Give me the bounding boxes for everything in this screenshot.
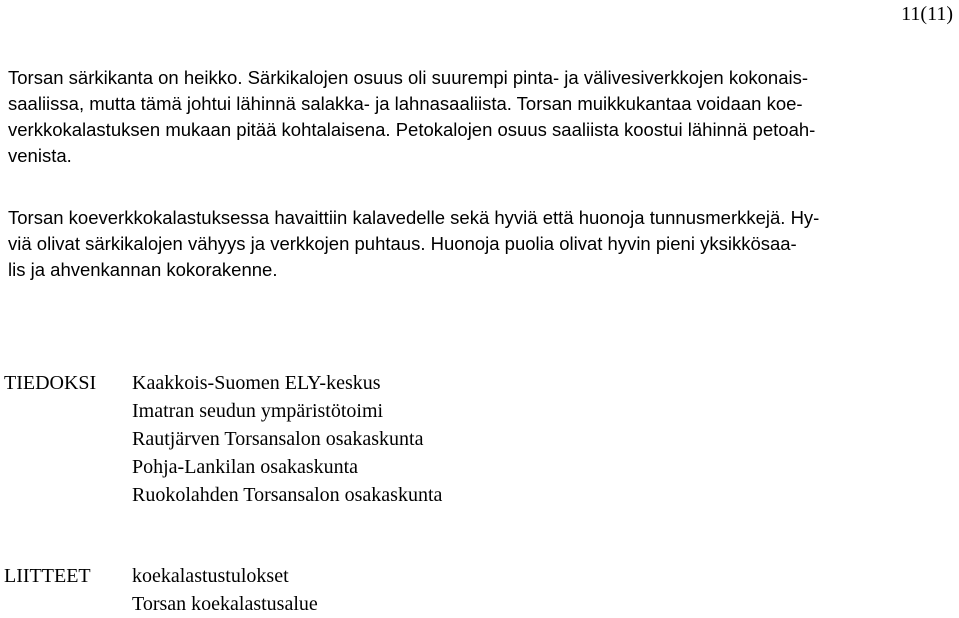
distribution-recipient: Pohja-Lankilan osakaskunta	[132, 456, 359, 478]
distribution-recipient: Imatran seudun ympäristötoimi	[132, 400, 384, 422]
distribution-label: TIEDOKSI	[4, 372, 97, 394]
paragraph-fish-stock	[8, 65, 954, 169]
attachment-item: koekalastustulokset	[132, 565, 289, 587]
distribution-recipient: Ruokolahden Torsansalon osakaskunta	[132, 484, 443, 506]
attachments-list	[132, 562, 318, 618]
distribution-list	[132, 369, 442, 509]
attachments-label: LIITTEET	[4, 565, 91, 587]
attachment-item: Torsan koekalastusalue	[132, 593, 318, 615]
distribution-recipient: Rautjärven Torsansalon osakaskunta	[132, 428, 424, 450]
distribution-recipient: Kaakkois-Suomen ELY-keskus	[132, 372, 381, 394]
paragraph-line: lis ja ahvenkannan kokorakenne.	[8, 259, 278, 280]
paragraph-line: viä olivat särkikalojen vähyys ja verkkojen puhtaus. Huonoja puolia olivat hyvin pieni yksikkösaa-	[8, 233, 797, 254]
paragraph-line: Torsan särkikanta on heikko. Särkikalojen osuus oli suurempi pinta- ja välivesiverkkojen kokonais-	[8, 67, 808, 88]
paragraph-line: Torsan koeverkkokalastuksessa havaittiin kalavedelle sekä hyviä että huonoja tunnusmerkkejä. Hy-	[8, 207, 820, 228]
paragraph-line: verkkokalastuksen mukaan pitää kohtalaisena. Petokalojen osuus saaliista koostui lähinnä petoah-	[8, 119, 816, 140]
paragraph-line: saaliissa, mutta tämä johtui lähinnä salakka- ja lahnasaaliista. Torsan muikkukantaa voidaan koe-	[8, 93, 803, 114]
paragraph-assessment	[8, 205, 954, 283]
page-number: 11(11)	[901, 3, 953, 25]
paragraph-line: venista.	[8, 145, 72, 166]
